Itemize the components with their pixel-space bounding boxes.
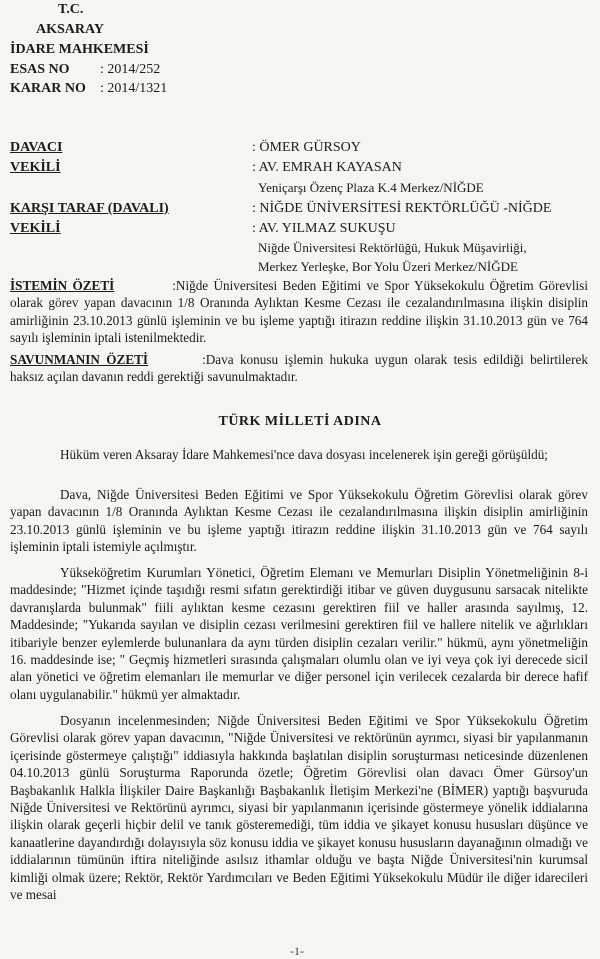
- davaci-value: : ÖMER GÜRSOY: [252, 140, 361, 155]
- esas-value: : 2014/252: [100, 62, 161, 77]
- istem-ozeti-text: :Niğde Üniversitesi Beden Eğitimi ve Spor Yüksekokulu Öğretim Görevlisi olarak görev yapan davacının 1/8 Oranında Aylıktan Kesme Cezası ile cezalandırılmasına ilişkin disiplin amirliğinin 23.10.2013 günlü işleminin ve bu işleme yaptığı itirazın reddine ilişkin 31.10.2013 gün ve 764 sayılı işleminin iptali istenilmektedir.: [10, 278, 588, 346]
- vekili1-label: VEKİLİ: [10, 160, 61, 175]
- vekili2-value: : AV. YILMAZ SUKUŞU: [252, 221, 396, 236]
- header-tc: T.C.: [58, 2, 84, 17]
- savunma-ozeti-text: :Dava konusu işlemin hukuka uygun olarak tesis edildiği belirtilerek haksız açılan davanın reddi gerektiği savunulmaktadır.: [10, 352, 588, 385]
- vekili2-address-line2: Merkez Yerleşke, Bor Yolu Üzeri Merkez/NİĞDE: [258, 259, 518, 274]
- turk-milleti-adina-heading: TÜRK MİLLETİ ADINA: [218, 414, 382, 429]
- body-paragraph-2: Dava, Niğde Üniversitesi Beden Eğitimi ve Spor Yüksekokulu Öğretim Görevlisi olarak görev yapan davacının 1/8 Oranında Aylıktan Kesme Cezası ile cezalandırılmasına ilişkin disiplin amirliğinin 23.10.2013 günlü işleminin ve bu işleme yaptığı itirazın reddine ilişkin 31.10.2013 gün ve 764 sayılı işleminin iptali istemiyle açılmıştır.: [10, 487, 588, 555]
- body-paragraph-3: Yükseköğretim Kurumları Yönetici, Öğretim Elemanı ve Memurları Disiplin Yönetmeliğinin 8-i maddesinde; "Hizmet içinde taşıdığı resmi sıfatın gerektirdiği itibar ve güven duygusunu sarsacak nitelikte davranışlarda bulunmak" fiili aylıktan kesme cezasını gerektiren fiil ve haller arasında sayılmış, 12. Maddesinde; "Yukarıda sayılan ve disiplin cezası verilmesini gerektiren fiil ve hallere nitelik ve ağırlıkları itibariyle benzer eylemlerde bulunanlara da aynı türden disiplin cezaları verilir." hükmü, aynı yönetmeliğin 16. maddesinde ise; " Geçmiş hizmetleri sırasında çalışmaları olumlu olan ve iyi veya çok iyi derecede sicil alan yönetici ve öğretim elemanları ile memurlar ve diğer personel için verilecek cezalarda bir derece hafif olanı uygulanabilir." hükmü yer almaktadır.: [10, 565, 588, 702]
- karar-value: : 2014/1321: [100, 81, 168, 96]
- vekili1-value: : AV. EMRAH KAYASAN: [252, 160, 402, 175]
- page-number: -1-: [290, 944, 304, 958]
- istem-ozeti: [10, 277, 588, 347]
- header-court-city: AKSARAY: [36, 22, 104, 37]
- vekili2-label: VEKİLİ: [10, 221, 61, 236]
- istem-ozeti-label: İSTEMİN ÖZETİ: [10, 278, 115, 293]
- vekili2-address-line1: Niğde Üniversitesi Rektörlüğü, Hukuk Müşavirliği,: [258, 240, 527, 255]
- header-court-name: İDARE MAHKEMESİ: [10, 42, 149, 57]
- body-paragraph-4: Dosyanın incelenmesinden; Niğde Üniversitesi Beden Eğitimi ve Spor Yüksekokulu Öğretim Görevlisi olarak görev yapan davacının, "Niğde Üniversitesi ve rektörünün ayrımcı, siyasi bir yapılanmanın içerisinde göstermeye çalıştığı" iddiasıyla hakkında başlatılan disiplin soruşturması neticesinde düzenlenen 04.10.2013 günlü Soruşturma Raporunda özetle; Öğretim Görevlisi olan davacı Ömer Gürsoy'un Başbakanlık Halkla İlişkiler Daire Başkanlığı Başbakanlık İletişim Merkezi'ne (BİMER) yaptığı başvuruda Niğde Üniversitesi ve Rektörünü ayrımcı, siyasi bir yapılanmanın içerisinde göstermeye yönelik iddialarına ilişkin olarak geçerli hiçbir delil ve tanık gösteremediği, tüm iddia ve şikayet konusu hususları düşünce ve kanaatlerine dayandırdığı dolayısıyla söz konusu iddia ve şikayet konusu hususların dayanağının olmadığı ve iddialarının tümünün iftira niteliğinde asılsız ithamlar olduğu ve başta Niğde Üniversitesi'nin kurumsal kimliği olmak üzere; Rektör, Rektör Yardımcıları ve Beden Eğitimi Yüksekokulu Müdür ile diğer idarecileri ve mesai: [10, 713, 588, 903]
- karsi-taraf-label: KARŞI TARAF (DAVALI): [10, 201, 169, 216]
- karar-label: KARAR NO: [10, 81, 86, 96]
- body-paragraph-1: Hüküm veren Aksaray İdare Mahkemesi'nce dava dosyası incelenerek işin gereği görüşüldü;: [60, 447, 548, 462]
- esas-label: ESAS NO: [10, 62, 70, 77]
- karsi-taraf-value: : NİĞDE ÜNİVERSİTESİ REKTÖRLÜĞÜ -NİĞDE: [252, 201, 552, 216]
- davaci-label: DAVACI: [10, 140, 63, 155]
- savunma-ozeti-label: SAVUNMANIN ÖZETİ: [10, 352, 149, 367]
- savunma-ozeti: [10, 351, 588, 386]
- vekili1-address: Yeniçarşı Özenç Plaza K.4 Merkez/NİĞDE: [258, 180, 484, 195]
